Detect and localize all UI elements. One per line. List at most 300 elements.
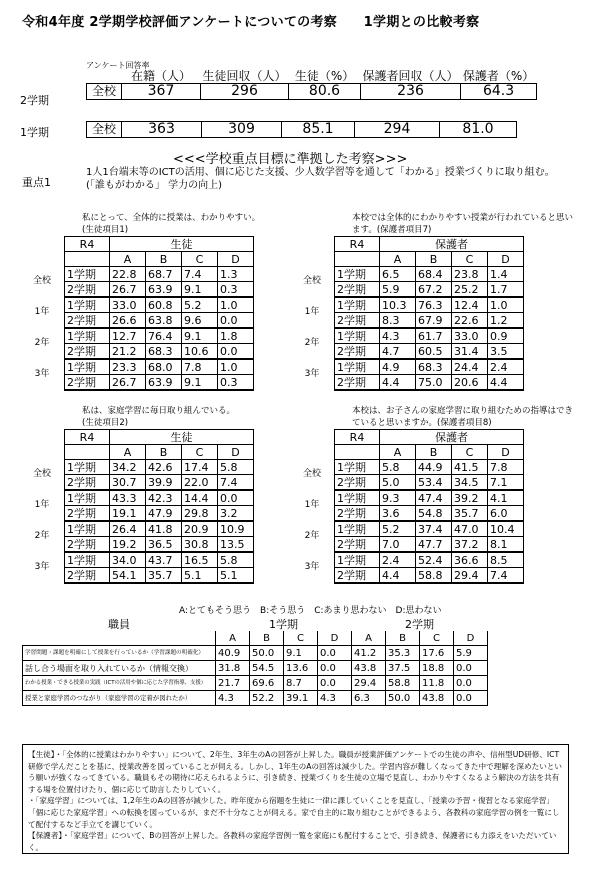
- percent-cell: 43.8: [420, 691, 454, 706]
- percent-cell: 29.4: [352, 676, 386, 691]
- term-cell: 1学期: [335, 552, 380, 568]
- percent-cell: 6.5: [380, 267, 416, 282]
- col-a: A: [352, 631, 386, 646]
- grade-label: 1年: [34, 307, 50, 317]
- percent-cell: 5.8: [218, 552, 254, 568]
- percent-cell: 13.6: [284, 661, 318, 676]
- percent-cell: 31.4: [452, 344, 488, 360]
- percent-cell: 17.4: [182, 460, 218, 475]
- response-value: 236: [361, 84, 461, 100]
- response-scope: 全校: [87, 84, 122, 100]
- staff-item-label: 話し合う場面を取り入れているか（情報交換）: [23, 661, 216, 676]
- response-caption: アンケート回答率: [86, 61, 150, 70]
- blank-cell: [20, 237, 65, 252]
- table-row: [20, 328, 254, 344]
- survey-table-block: [20, 405, 307, 584]
- percent-cell: 8.1: [488, 537, 524, 553]
- term-cell: 1学期: [65, 521, 110, 537]
- percent-cell: 1.0: [218, 359, 254, 375]
- term-cell: 1学期: [65, 297, 110, 313]
- percent-cell: 23.8: [452, 267, 488, 282]
- table-row: [20, 297, 254, 313]
- percent-cell: 5.9: [380, 282, 416, 298]
- survey-caption: 本校では全体的にわかりやすい授業が行われていると思います。(保護者項目7): [352, 213, 574, 235]
- staff-item-label: 学習問題・課題を明確にして授業を行っているか（学習課題の明確化）: [23, 646, 216, 661]
- grade-label: 2年: [34, 531, 50, 541]
- percent-cell: 43.3: [110, 490, 146, 506]
- percent-cell: 4.3: [380, 328, 416, 344]
- term-cell: 2学期: [65, 282, 110, 298]
- r4-label: R4: [335, 237, 380, 252]
- percent-cell: 5.1: [182, 568, 218, 584]
- percent-cell: 13.5: [218, 537, 254, 553]
- term-cell: 1学期: [335, 267, 380, 282]
- goal-label: 重点1: [22, 176, 51, 189]
- percent-cell: 54.1: [110, 568, 146, 584]
- blank-cell: [290, 430, 335, 445]
- response-value: 296: [201, 84, 289, 100]
- response-value: 81.0: [440, 122, 517, 138]
- percent-cell: 7.8: [182, 359, 218, 375]
- col-header: D: [218, 445, 254, 460]
- percent-cell: 0.0: [454, 676, 488, 691]
- percent-cell: 68.7: [146, 267, 182, 282]
- staff-term2: 2学期: [405, 617, 434, 631]
- col-header: A: [110, 445, 146, 460]
- percent-cell: 52.4: [416, 552, 452, 568]
- response-table-2nd: [86, 70, 537, 100]
- percent-cell: 37.2: [452, 537, 488, 553]
- survey-table: [20, 429, 254, 584]
- percent-cell: 6.0: [488, 506, 524, 522]
- percent-cell: 0.0: [218, 313, 254, 329]
- term-cell: 1学期: [335, 460, 380, 475]
- percent-cell: 0.0: [318, 646, 352, 661]
- survey-caption: 本校は、お子さんの家庭学習に取り組むための指導はできていると思いますか。(保護者項目8): [352, 406, 574, 428]
- percent-cell: 58.8: [416, 568, 452, 584]
- response-header: 生徒（%）: [289, 70, 361, 84]
- percent-cell: 33.0: [110, 297, 146, 313]
- response-value: 64.3: [461, 84, 537, 100]
- col-d: D: [318, 631, 352, 646]
- goal-text: 1人1台端末等のICTの活用、個に応じた支援、少人数学習等を通して「わかる」授業づくりに取り組む。(「誰もがわかる」 学力の向上): [86, 167, 555, 191]
- grade-label: 全校: [302, 276, 321, 287]
- col-a: A: [216, 631, 250, 646]
- percent-cell: 5.8: [218, 460, 254, 475]
- response-value: 80.6: [289, 84, 361, 100]
- term-cell: 1学期: [335, 521, 380, 537]
- percent-cell: 9.6: [182, 313, 218, 329]
- table-row: [290, 460, 524, 475]
- response-value: 294: [355, 122, 440, 138]
- percent-cell: 68.3: [416, 359, 452, 375]
- percent-cell: 1.0: [488, 297, 524, 313]
- blank-cell: [290, 252, 335, 267]
- percent-cell: 4.3: [318, 691, 352, 706]
- percent-cell: 0.0: [454, 661, 488, 676]
- survey-table-block: [290, 212, 577, 391]
- percent-cell: 1.8: [218, 328, 254, 344]
- percent-cell: 9.1: [182, 328, 218, 344]
- respondent-label: 保護者: [380, 237, 524, 252]
- percent-cell: 14.4: [182, 490, 218, 506]
- percent-cell: 47.0: [452, 521, 488, 537]
- percent-cell: 26.7: [110, 282, 146, 298]
- percent-cell: 76.4: [146, 328, 182, 344]
- respondent-label: 生徒: [110, 430, 254, 445]
- percent-cell: 6.3: [352, 691, 386, 706]
- percent-cell: 41.8: [146, 521, 182, 537]
- percent-cell: 19.2: [110, 537, 146, 553]
- percent-cell: 25.2: [452, 282, 488, 298]
- percent-cell: 20.9: [182, 521, 218, 537]
- percent-cell: 31.8: [216, 661, 250, 676]
- percent-cell: 1.3: [218, 267, 254, 282]
- percent-cell: 60.5: [416, 344, 452, 360]
- percent-cell: 37.5: [386, 661, 420, 676]
- percent-cell: 7.8: [488, 460, 524, 475]
- percent-cell: 47.9: [146, 506, 182, 522]
- percent-cell: 4.9: [380, 359, 416, 375]
- term-cell: 1学期: [335, 328, 380, 344]
- percent-cell: 50.0: [386, 691, 420, 706]
- staff-term1: 1学期: [269, 617, 298, 631]
- summary-paragraph: ・「家庭学習」については、1,2年生のAの回答が減少した。昨年度から宿題を生徒に一律に課していくことを見直し、「授業の予習・復習となる家庭学習」「個に応じた家庭学習」への転換を図っているが、まだ不十分なことが伺える。家で自主的に取り組むことができるよう、各教科の家庭学習の例を一覧にして配付するなど手立てを講じていく。: [28, 796, 560, 829]
- percent-cell: 3.2: [218, 506, 254, 522]
- percent-cell: 44.9: [416, 460, 452, 475]
- table-row: [290, 552, 524, 568]
- table-row: [20, 552, 254, 568]
- col-header: C: [182, 445, 218, 460]
- percent-cell: 21.7: [216, 676, 250, 691]
- percent-cell: 43.7: [146, 552, 182, 568]
- blank-cell: [335, 252, 380, 267]
- col-header: A: [380, 445, 416, 460]
- percent-cell: 10.4: [488, 521, 524, 537]
- percent-cell: 5.0: [380, 475, 416, 491]
- term-cell: 2学期: [65, 537, 110, 553]
- term-cell: 1学期: [65, 552, 110, 568]
- percent-cell: 4.4: [488, 375, 524, 391]
- term-cell: 2学期: [65, 344, 110, 360]
- grade-label: 2年: [304, 531, 320, 541]
- percent-cell: 39.9: [146, 475, 182, 491]
- percent-cell: 7.1: [488, 475, 524, 491]
- percent-cell: 4.4: [380, 375, 416, 391]
- percent-cell: 47.7: [416, 537, 452, 553]
- table-row: [290, 490, 524, 506]
- percent-cell: 26.7: [110, 375, 146, 391]
- percent-cell: 34.0: [110, 552, 146, 568]
- staff-section: [22, 617, 488, 706]
- percent-cell: 0.0: [454, 691, 488, 706]
- col-header: C: [452, 445, 488, 460]
- respondent-label: 保護者: [380, 430, 524, 445]
- percent-cell: 54.8: [416, 506, 452, 522]
- percent-cell: 26.4: [110, 521, 146, 537]
- percent-cell: 5.1: [218, 568, 254, 584]
- section-banner: <<<学校重点目標に準拠した考察>>>: [173, 152, 408, 167]
- percent-cell: 11.8: [420, 676, 454, 691]
- percent-cell: 4.3: [216, 691, 250, 706]
- percent-cell: 68.0: [146, 359, 182, 375]
- col-b: B: [386, 631, 420, 646]
- percent-cell: 5.8: [380, 460, 416, 475]
- percent-cell: 53.4: [416, 475, 452, 491]
- staff-row: [23, 661, 488, 676]
- percent-cell: 1.0: [218, 297, 254, 313]
- percent-cell: 63.9: [146, 282, 182, 298]
- staff-item-label: 授業と家庭学習のつながり（家庭学習の定着が図れたか）: [23, 691, 216, 706]
- col-header: D: [488, 445, 524, 460]
- percent-cell: 26.6: [110, 313, 146, 329]
- staff-table: [22, 617, 488, 706]
- legend: A:とてもそう思う B:そう思う C:あまり思わない D:思わない: [179, 606, 442, 616]
- percent-cell: 9.1: [182, 282, 218, 298]
- col-header: B: [416, 252, 452, 267]
- response-header: 保護者回収（人）: [362, 69, 459, 83]
- grade-label: 3年: [34, 562, 50, 572]
- percent-cell: 52.2: [250, 691, 284, 706]
- staff-row: [23, 676, 488, 691]
- percent-cell: 22.8: [110, 267, 146, 282]
- percent-cell: 10.9: [218, 521, 254, 537]
- grade-label: 3年: [304, 562, 320, 572]
- response-scope: 全校: [87, 122, 122, 138]
- grade-label: 1年: [34, 500, 50, 510]
- survey-table: [290, 429, 524, 584]
- percent-cell: 22.6: [452, 313, 488, 329]
- col-header: C: [452, 252, 488, 267]
- term-cell: 2学期: [65, 506, 110, 522]
- term-cell: 1学期: [335, 490, 380, 506]
- percent-cell: 0.0: [218, 490, 254, 506]
- col-header: B: [146, 252, 182, 267]
- blank-cell: [65, 252, 110, 267]
- percent-cell: 36.5: [146, 537, 182, 553]
- col-header: B: [416, 445, 452, 460]
- term-label: 2学期: [20, 94, 49, 107]
- term-cell: 1学期: [65, 267, 110, 282]
- percent-cell: 3.6: [380, 506, 416, 522]
- percent-cell: 68.3: [146, 344, 182, 360]
- percent-cell: 7.4: [182, 267, 218, 282]
- percent-cell: 3.5: [488, 344, 524, 360]
- percent-cell: 10.6: [182, 344, 218, 360]
- col-header: A: [380, 252, 416, 267]
- blank-cell: [335, 445, 380, 460]
- percent-cell: 41.5: [452, 460, 488, 475]
- percent-cell: 40.9: [216, 646, 250, 661]
- percent-cell: 4.4: [380, 568, 416, 584]
- percent-cell: 34.2: [110, 460, 146, 475]
- percent-cell: 23.3: [110, 359, 146, 375]
- term-cell: 2学期: [335, 475, 380, 491]
- survey-table-block: [20, 212, 307, 391]
- response-value: 363: [122, 122, 202, 138]
- percent-cell: 0.0: [318, 661, 352, 676]
- percent-cell: 54.5: [250, 661, 284, 676]
- percent-cell: 30.8: [182, 537, 218, 553]
- page-title: 令和4年度 2学期学校評価アンケートについての考察 1学期との比較考察: [22, 15, 480, 30]
- percent-cell: 12.4: [452, 297, 488, 313]
- percent-cell: 34.5: [452, 475, 488, 491]
- percent-cell: 41.2: [352, 646, 386, 661]
- term-cell: 2学期: [65, 475, 110, 491]
- term-cell: 1学期: [65, 490, 110, 506]
- percent-cell: 8.3: [380, 313, 416, 329]
- percent-cell: 4.7: [380, 344, 416, 360]
- table-row: [290, 359, 524, 375]
- col-header: D: [488, 252, 524, 267]
- percent-cell: 33.0: [452, 328, 488, 344]
- blank-cell: [20, 445, 65, 460]
- percent-cell: 0.0: [218, 344, 254, 360]
- percent-cell: 1.2: [488, 313, 524, 329]
- percent-cell: 0.3: [218, 375, 254, 391]
- blank-cell: [290, 445, 335, 460]
- col-c: C: [284, 631, 318, 646]
- percent-cell: 12.7: [110, 328, 146, 344]
- table-row: [290, 521, 524, 537]
- table-row: [290, 328, 524, 344]
- term-cell: 2学期: [65, 375, 110, 391]
- response-value: 309: [202, 122, 282, 138]
- survey-caption: 私は、家庭学習に毎日取り組んでいる。 (生徒項目2): [82, 406, 236, 428]
- percent-cell: 42.3: [146, 490, 182, 506]
- percent-cell: 17.6: [420, 646, 454, 661]
- term-cell: 2学期: [335, 313, 380, 329]
- response-header: 生徒回収（人）: [202, 69, 287, 83]
- r4-label: R4: [335, 430, 380, 445]
- percent-cell: 22.0: [182, 475, 218, 491]
- col-header: B: [146, 445, 182, 460]
- percent-cell: 50.0: [250, 646, 284, 661]
- blank-cell: [20, 430, 65, 445]
- percent-cell: 2.4: [380, 552, 416, 568]
- staff-title: 職員: [108, 617, 130, 631]
- r4-label: R4: [65, 237, 110, 252]
- blank-cell: [20, 252, 65, 267]
- percent-cell: 30.7: [110, 475, 146, 491]
- grade-label: 2年: [34, 338, 50, 348]
- grade-label: 全校: [302, 469, 321, 480]
- percent-cell: 20.6: [452, 375, 488, 391]
- col-header: D: [218, 252, 254, 267]
- percent-cell: 10.3: [380, 297, 416, 313]
- percent-cell: 2.4: [488, 359, 524, 375]
- survey-table: [290, 236, 524, 391]
- response-value: 367: [122, 84, 201, 100]
- percent-cell: 8.5: [488, 552, 524, 568]
- grade-label: 3年: [34, 369, 50, 379]
- table-row: [20, 460, 254, 475]
- percent-cell: 5.2: [182, 297, 218, 313]
- percent-cell: 29.8: [182, 506, 218, 522]
- term-cell: 2学期: [335, 282, 380, 298]
- percent-cell: 9.1: [182, 375, 218, 391]
- percent-cell: 21.2: [110, 344, 146, 360]
- r4-label: R4: [65, 430, 110, 445]
- percent-cell: 29.4: [452, 568, 488, 584]
- percent-cell: 42.6: [146, 460, 182, 475]
- percent-cell: 35.3: [386, 646, 420, 661]
- percent-cell: 5.9: [454, 646, 488, 661]
- percent-cell: 0.0: [318, 676, 352, 691]
- percent-cell: 9.1: [284, 646, 318, 661]
- grade-label: 1年: [304, 307, 320, 317]
- col-b: B: [250, 631, 284, 646]
- percent-cell: 76.3: [416, 297, 452, 313]
- col-header: A: [110, 252, 146, 267]
- summary-paragraph: 【生徒】・「全体的に授業はわかりやすい」について、2年生、3年生のAの回答が上昇した。職員が授業評価アンケートでの生徒の声や、信州型UD研修、ICT研修で学んだことを基に、授業改善を図っていることが伺える。しかし、1年生のAの回答は減少した。学習内容が難しくなってきた中で理解を深めたいという願いが強くなってきている。職員もその期待に応えられるように、引き続き、授業づくりを生徒の立場で見直し、わかりやすくなるよう解決の方法を共有する場を位置付けたり、個に応じて助言したりしていく。: [28, 750, 562, 794]
- percent-cell: 8.7: [284, 676, 318, 691]
- percent-cell: 61.7: [416, 328, 452, 344]
- response-table-1st: [86, 121, 517, 138]
- percent-cell: 39.2: [452, 490, 488, 506]
- blank-cell: [290, 237, 335, 252]
- col-d: D: [454, 631, 488, 646]
- percent-cell: 67.2: [416, 282, 452, 298]
- term-cell: 2学期: [335, 537, 380, 553]
- term-cell: 2学期: [65, 313, 110, 329]
- staff-blank: [23, 631, 216, 646]
- term-cell: 1学期: [65, 460, 110, 475]
- percent-cell: 7.4: [488, 568, 524, 584]
- grade-label: 3年: [304, 369, 320, 379]
- response-header: 在籍（人）: [122, 70, 201, 84]
- percent-cell: 68.4: [416, 267, 452, 282]
- term-cell: 2学期: [335, 375, 380, 391]
- percent-cell: 63.9: [146, 375, 182, 391]
- percent-cell: 0.3: [218, 282, 254, 298]
- percent-cell: 63.8: [146, 313, 182, 329]
- percent-cell: 60.8: [146, 297, 182, 313]
- percent-cell: 16.5: [182, 552, 218, 568]
- term-cell: 1学期: [65, 359, 110, 375]
- percent-cell: 58.8: [386, 676, 420, 691]
- percent-cell: 5.2: [380, 521, 416, 537]
- percent-cell: 35.7: [452, 506, 488, 522]
- table-row: [290, 267, 524, 282]
- percent-cell: 69.6: [250, 676, 284, 691]
- term-cell: 2学期: [335, 568, 380, 584]
- percent-cell: 39.1: [284, 691, 318, 706]
- percent-cell: 37.4: [416, 521, 452, 537]
- percent-cell: 7.0: [380, 537, 416, 553]
- percent-cell: 75.0: [416, 375, 452, 391]
- table-row: [20, 521, 254, 537]
- survey-table: [20, 236, 254, 391]
- term-cell: 2学期: [335, 506, 380, 522]
- term-cell: 1学期: [335, 297, 380, 313]
- term-cell: 2学期: [65, 568, 110, 584]
- percent-cell: 18.8: [420, 661, 454, 676]
- staff-item-label: わかる授業・できる授業の実践（ICTの活用や個に応じた学習指導、支援）: [23, 676, 216, 691]
- grade-label: 全校: [32, 469, 51, 480]
- percent-cell: 36.6: [452, 552, 488, 568]
- staff-row: [23, 691, 488, 706]
- percent-cell: 1.4: [488, 267, 524, 282]
- summary-box: [22, 744, 569, 854]
- term-cell: 1学期: [335, 359, 380, 375]
- percent-cell: 0.9: [488, 328, 524, 344]
- respondent-label: 生徒: [110, 237, 254, 252]
- header-blank: [87, 70, 122, 84]
- col-header: C: [182, 252, 218, 267]
- percent-cell: 43.8: [352, 661, 386, 676]
- response-value: 85.1: [282, 122, 355, 138]
